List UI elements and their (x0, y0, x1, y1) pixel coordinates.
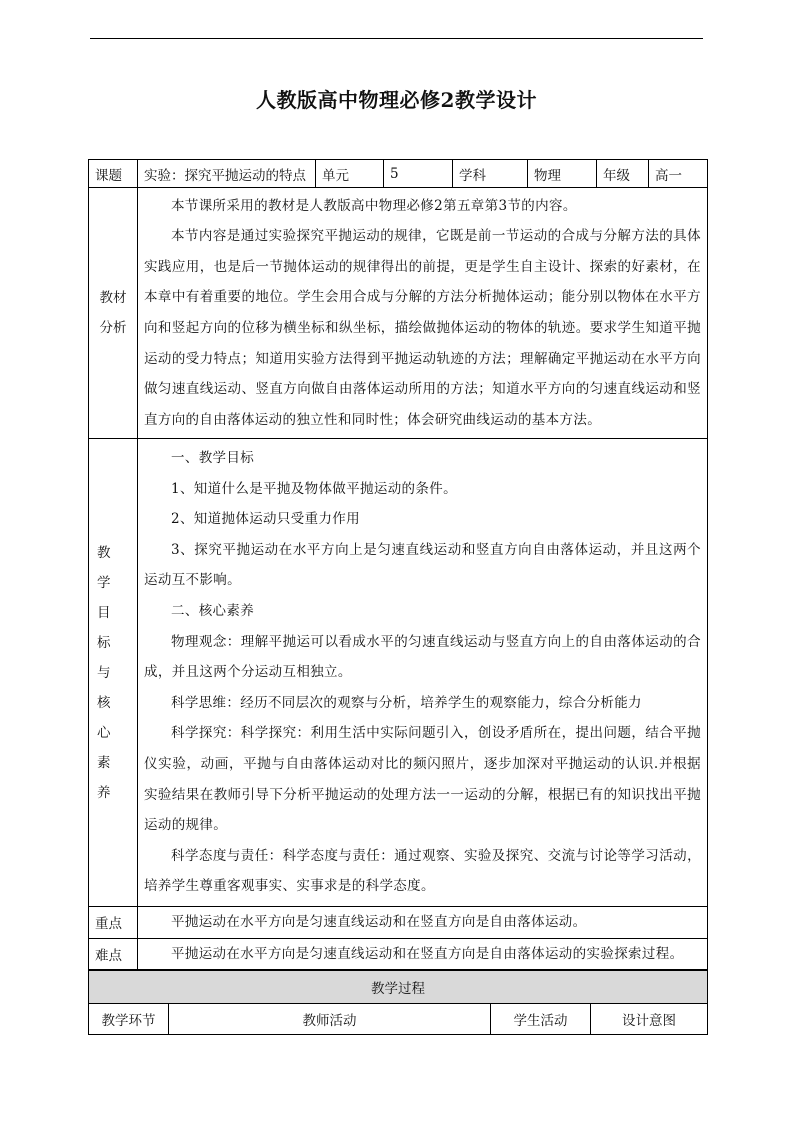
goals-row (89, 439, 708, 907)
goals-paragraph: 科学思维：经历不同层次的观察与分析，培养学生的观察能力，综合分析能力 (171, 694, 642, 711)
page-title: 人教版高中物理必修2教学设计 (256, 88, 537, 112)
topic-value: 实验：探究平抛运动的特点 (138, 160, 316, 188)
goals-paragraph: 一、教学目标 (171, 450, 255, 467)
process-header: 教学过程 (89, 970, 708, 1004)
column-header: 教学环节 (89, 1004, 169, 1035)
subject-value: 物理 (528, 160, 597, 188)
goals-paragraph: 二、核心素养 (171, 603, 255, 620)
key-point-label: 重点 (89, 907, 138, 939)
difficulty-row (89, 938, 708, 970)
goals-paragraph: 2、知道抛体运动只受重力作用 (171, 511, 360, 528)
goals-paragraph: 3、探究平抛运动在水平方向上是匀速直线运动和竖直方向自由落体运动，并且这两个运动互不影响。 (144, 541, 701, 589)
goals-paragraph: 物理观念：理解平抛运可以看成水平的匀速直线运动与竖直方向上的自由落体运动的合成，并且这两个分运动互相独立。 (144, 633, 701, 681)
material-paragraph: 本节课所采用的教材是人教版高中物理必修2第五章第3节的内容。 (171, 197, 577, 214)
unit-value: 5 (384, 160, 453, 188)
teaching-process-table (88, 969, 708, 1035)
grade-label: 年级 (597, 160, 649, 188)
goals-paragraph: 科学探究：科学探究：利用生活中实际问题引入，创设矛盾所在，提出问题，结合平抛仪实验，动画，平抛与自由落体运动对比的频闪照片，逐步加深对平抛运动的认识.并根据实验结果在教师引导下分析平抛运动的处理方法一一运动的分解，根据已有的知识找出平抛运动的规律。 (144, 725, 701, 834)
goals-label: 教学目标与核心素养 (89, 439, 138, 907)
goals-paragraph: 1、知道什么是平抛及物体做平抛运动的条件。 (171, 480, 457, 497)
header-row (89, 160, 708, 188)
column-header: 教师活动 (169, 1004, 491, 1035)
column-header: 学生活动 (491, 1004, 591, 1035)
column-header: 设计意图 (591, 1004, 708, 1035)
process-columns-row (89, 1004, 708, 1035)
key-point-row (89, 907, 708, 939)
difficulty-label: 难点 (89, 938, 138, 970)
header-rule (90, 38, 703, 39)
lesson-info-table (88, 159, 708, 971)
grade-value: 高一 (649, 160, 708, 188)
topic-label: 课题 (89, 160, 138, 188)
key-point-text: 平抛运动在水平方向是匀速直线运动和在竖直方向是自由落体运动。 (171, 914, 587, 930)
unit-label: 单元 (316, 160, 384, 188)
material-label: 教材分析 (89, 188, 138, 439)
goals-paragraph: 科学态度与责任：科学态度与责任：通过观察、实验及探究、交流与讨论等学习活动，培养学生尊重客观事实、实事求是的科学态度。 (144, 847, 701, 895)
material-paragraph: 本节内容是通过实验探究平抛运动的规律，它既是前一节运动的合成与分解方法的具体实践应用，也是后一节抛体运动的规律得出的前提，更是学生自主设计、探索的好素材，在本章中有着重要的地位。学生会用合成与分解的方法分析抛体运动；能分别以物体在水平方向和竖起方向的位移为横坐标和纵坐标，描绘做抛体运动的物体的轨迹。要求学生知道平抛运动的受力特点；知道用实验方法得到平抛运动轨迹的方法；理解确定平抛运动在水平方向做匀速直线运动、竖直方向做自由落体运动所用的方法；知道水平方向的匀速直线运动和竖直方向的自由落体运动的独立性和同时性；体会研究曲线运动的基本方法。 (144, 228, 701, 428)
subject-label: 学科 (453, 160, 528, 188)
material-analysis-row (89, 188, 708, 439)
difficulty-text: 平抛运动在水平方向是匀速直线运动和在竖直方向是自由落体运动的实验探索过程。 (171, 945, 684, 962)
